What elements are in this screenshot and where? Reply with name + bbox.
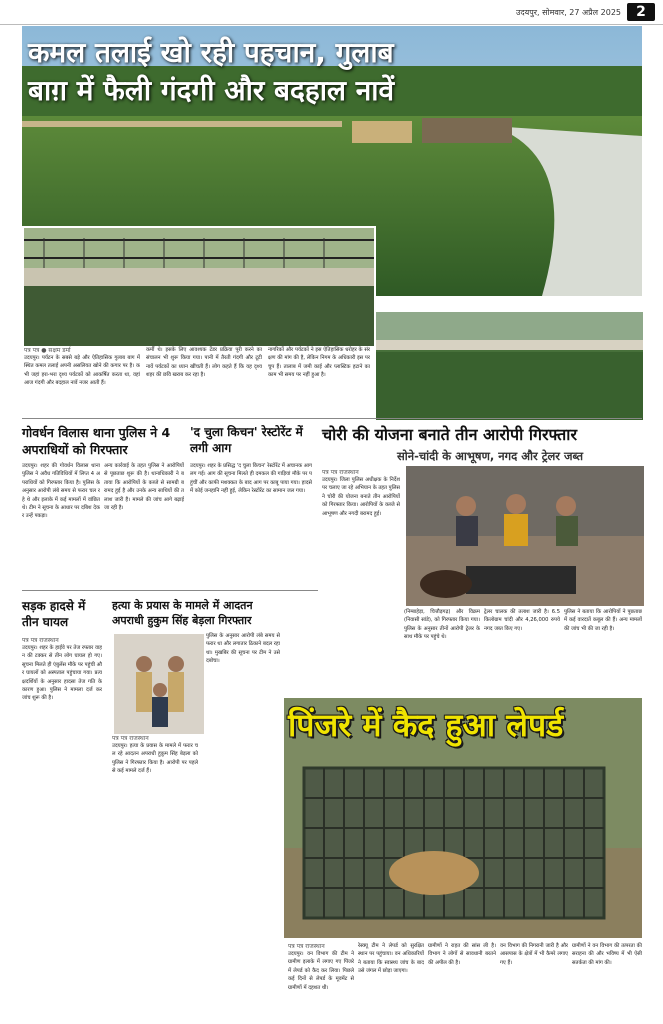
main-headline-line2: बाग़ में फैली गंदगी और बदहाल नावें bbox=[28, 74, 395, 107]
main-headline bbox=[28, 34, 618, 110]
leopard-col-3: ग्रामीणों ने राहत की सांस ली है। विभाग ने लोगों से सावधानी बरतने की अपील की है। bbox=[428, 943, 496, 966]
theft-col-3: ट्रेलर चालक की तलाश जारी है। 6.5 किलोग्राम चांदी और 4,26,000 रुपये नगद जब्त किए गए। bbox=[484, 609, 560, 632]
govardhan-col-2: अन्य कार्रवाई के तहत पुलिस ने आरोपियों से पूछताछ शुरू की है। थानाधिकारी ने बताया कि आरोपियों के कब्जे से सामग्री बरामद हुई है और उनके अन्य साथियों की तलाश जारी है। मामले की जांच आगे बढ़ाई जा रही है। bbox=[104, 463, 184, 512]
inset-photo-pond bbox=[374, 310, 645, 422]
hukum-col-2: पुलिस के अनुसार आरोपी लंबे समय से फरार था और लगातार ठिकाने बदल रहा था। मुखबिर की सूचना पर टीम ने उसे दबोचा। bbox=[206, 633, 280, 665]
main-col-1: उदयपुर। पर्यटन के सबसे बड़े और ऐतिहासिक गुलाब बाग में स्थित कमल तलाई अपनी असलियत खोने की कगार पर है। कभी जहां हरा-भरा दृश्य पर्यटकों को आकर्षित करता था, वहां आज गंदगी और बदहाल नावें नजर आती हैं। bbox=[24, 355, 140, 387]
hukum-photo bbox=[112, 632, 206, 736]
page-number: 2 bbox=[627, 3, 655, 21]
leopard-headline: पिंजरे में कैद हुआ लेपर्ड bbox=[288, 706, 564, 744]
hukum-headline: हत्या के प्रयास के मामले में आदतन अपराधी हुकुम सिंह बेड़ला गिरफ्तार bbox=[112, 599, 253, 627]
pond-photo-illustration bbox=[376, 312, 643, 420]
kitchen-col-1: उदयपुर। शहर के प्रसिद्ध 'द चुला किचन' रेस्टोरेंट में अचानक आग लग गई। आग की सूचना मिलते ही दमकल की गाड़ियां मौके पर पहुंचीं और काफी मशक्कत के बाद आग पर काबू पाया गया। हादसे में कोई जनहानि नहीं हुई, लेकिन रेस्टोरेंट का सामान जल गया। bbox=[190, 463, 312, 495]
main-byline: पत्र पत्र ● सक्षम डर्मा bbox=[24, 347, 71, 354]
govardhan-col-1: उदयपुर। शहर की गोवर्धन विलास थाना पुलिस ने अवैध गतिविधियों में लिप्त 4 अपराधियों को गिरफ्तार किया है। पुलिस के अनुसार आरोपी लंबे समय से फरार चल रहे थे और इलाके में कई मामलों में वांछित थे। टीम ने सूचना के आधार पर दबिश देकर उन्हें पकड़ा। bbox=[22, 463, 100, 520]
accident-headline: सड़क हादसे में तीन घायल bbox=[22, 599, 86, 629]
divider bbox=[22, 418, 642, 419]
theft-col-2: (निम्बाहेड़ा, चित्तौड़गढ़) और विक्रम (निवासी सांडे), को गिरफ्तार किया गया। पुलिस के अनुसार तीनों आरोपी ट्रेलर के साथ मौके पर पहुंचे थे। bbox=[404, 609, 480, 641]
accident-body: उदयपुर। शहर के हाईवे पर तेज रफ्तार वाहन की टक्कर से तीन लोग घायल हो गए। सूचना मिलते ही एंबुलेंस मौके पर पहुंची और घायलों को अस्पताल पहुंचाया गया। प्रत्यक्षदर्शियों के अनुसार हादसा तेज गति के कारण हुआ। पुलिस ने मामला दर्ज कर जांच शुरू की है। bbox=[22, 645, 102, 702]
leopard-col-4: वन विभाग की निगरानी जारी है और आसपास के क्षेत्रों में भी कैमरे लगाए गए हैं। bbox=[500, 943, 568, 966]
dateline: उदयपुर, सोमवार, 27 अप्रैल 2025 bbox=[515, 8, 621, 17]
leopard-col-1: उदयपुर। वन विभाग की टीम ने ग्रामीण इलाके में लगाए गए पिंजरे में लेपर्ड को कैद कर लिया। पिछले कई दिनों से लेपर्ड के मूवमेंट से ग्रामीणों में दहशत थी। bbox=[288, 951, 354, 991]
theft-col-1: उदयपुर। जिला पुलिस अधीक्षक के निर्देश पर चलाए जा रहे अभियान के तहत पुलिस ने चोरी की योजना बनाते तीन आरोपियों को गिरफ्तार किया। आरोपियों के कब्जे से आभूषण और नगदी बरामद हुई। bbox=[322, 477, 400, 517]
theft-subheadline: सोने-चांदी के आभूषण, नगद और ट्रेलर जब्त bbox=[396, 449, 584, 463]
accident-byline: पत्र पत्र राजस्थान bbox=[22, 637, 59, 644]
page-header bbox=[0, 0, 663, 25]
theft-headline: चोरी की योजना बनाते तीन आरोपी गिरफ्तार bbox=[322, 425, 577, 444]
theft-col-4: पुलिस ने बताया कि आरोपियों ने पूछताछ में कई वारदातें कबूल की हैं। अन्य मामलों की जांच भी की जा रही है। bbox=[564, 609, 642, 632]
inset-photo-fence bbox=[22, 226, 376, 348]
leopard-byline: पत्र पत्र राजस्थान bbox=[288, 943, 325, 950]
hukum-byline: पत्र पत्र राजस्थान bbox=[112, 735, 149, 742]
main-col-2: कर्मी थे। इसके लिए आवश्यक टेंडर प्रक्रिया पूरी करने का संचालन भी शुरू किया गया। पानी में तैरती गंदगी और टूटी नावें पर्यटकों का ध्यान खींचती हैं। लोग कहते हैं कि यह दृश्य शहर की छवि खराब कर रहा है। bbox=[146, 347, 262, 379]
leopard-col-2: रेस्क्यू टीम ने लेपर्ड को सुरक्षित स्थान पर पहुंचाया। वन अधिकारियों ने बताया कि स्वास्थ्य जांच के बाद उसे जंगल में छोड़ा जाएगा। bbox=[358, 943, 424, 975]
main-headline-line1: कमल तलाई खो रही पहचान, गुलाब bbox=[28, 36, 394, 69]
hukum-col-1: उदयपुर। हत्या के प्रयास के मामले में फरार चल रहे आदतन अपराधी हुकुम सिंह बेड़ला को पुलिस ने गिरफ्तार किया है। आरोपी पर पहले से कई मामले दर्ज हैं। bbox=[112, 743, 198, 775]
main-col-3: नागरिकों और पर्यटकों ने इस ऐतिहासिक धरोहर के संरक्षण की मांग की है, लेकिन निगम के अधिकारी इस पर चुप हैं। तालाब में जमी काई और प्लास्टिक हटाने का काम भी समय पर नहीं हुआ है। bbox=[268, 347, 370, 379]
police-photo-illustration bbox=[114, 634, 204, 734]
govardhan-headline: गोवर्धन विलास थाना पुलिस ने 4 अपराधियों को गिरफ्तार bbox=[22, 425, 171, 457]
theft-byline: पत्र पत्र राजस्थान bbox=[322, 469, 359, 476]
theft-photo bbox=[404, 464, 646, 608]
seized-items-photo-illustration bbox=[406, 466, 644, 606]
leopard-col-5: ग्रामीणों ने वन विभाग की तत्परता की सराहना की और भविष्य में भी ऐसी सतर्कता की मांग की। bbox=[572, 943, 642, 966]
divider-2 bbox=[22, 590, 318, 591]
kitchen-headline: 'द चुला किचन' रेस्टोरेंट में लगी आग bbox=[190, 425, 303, 455]
fence-photo-illustration bbox=[24, 228, 374, 346]
